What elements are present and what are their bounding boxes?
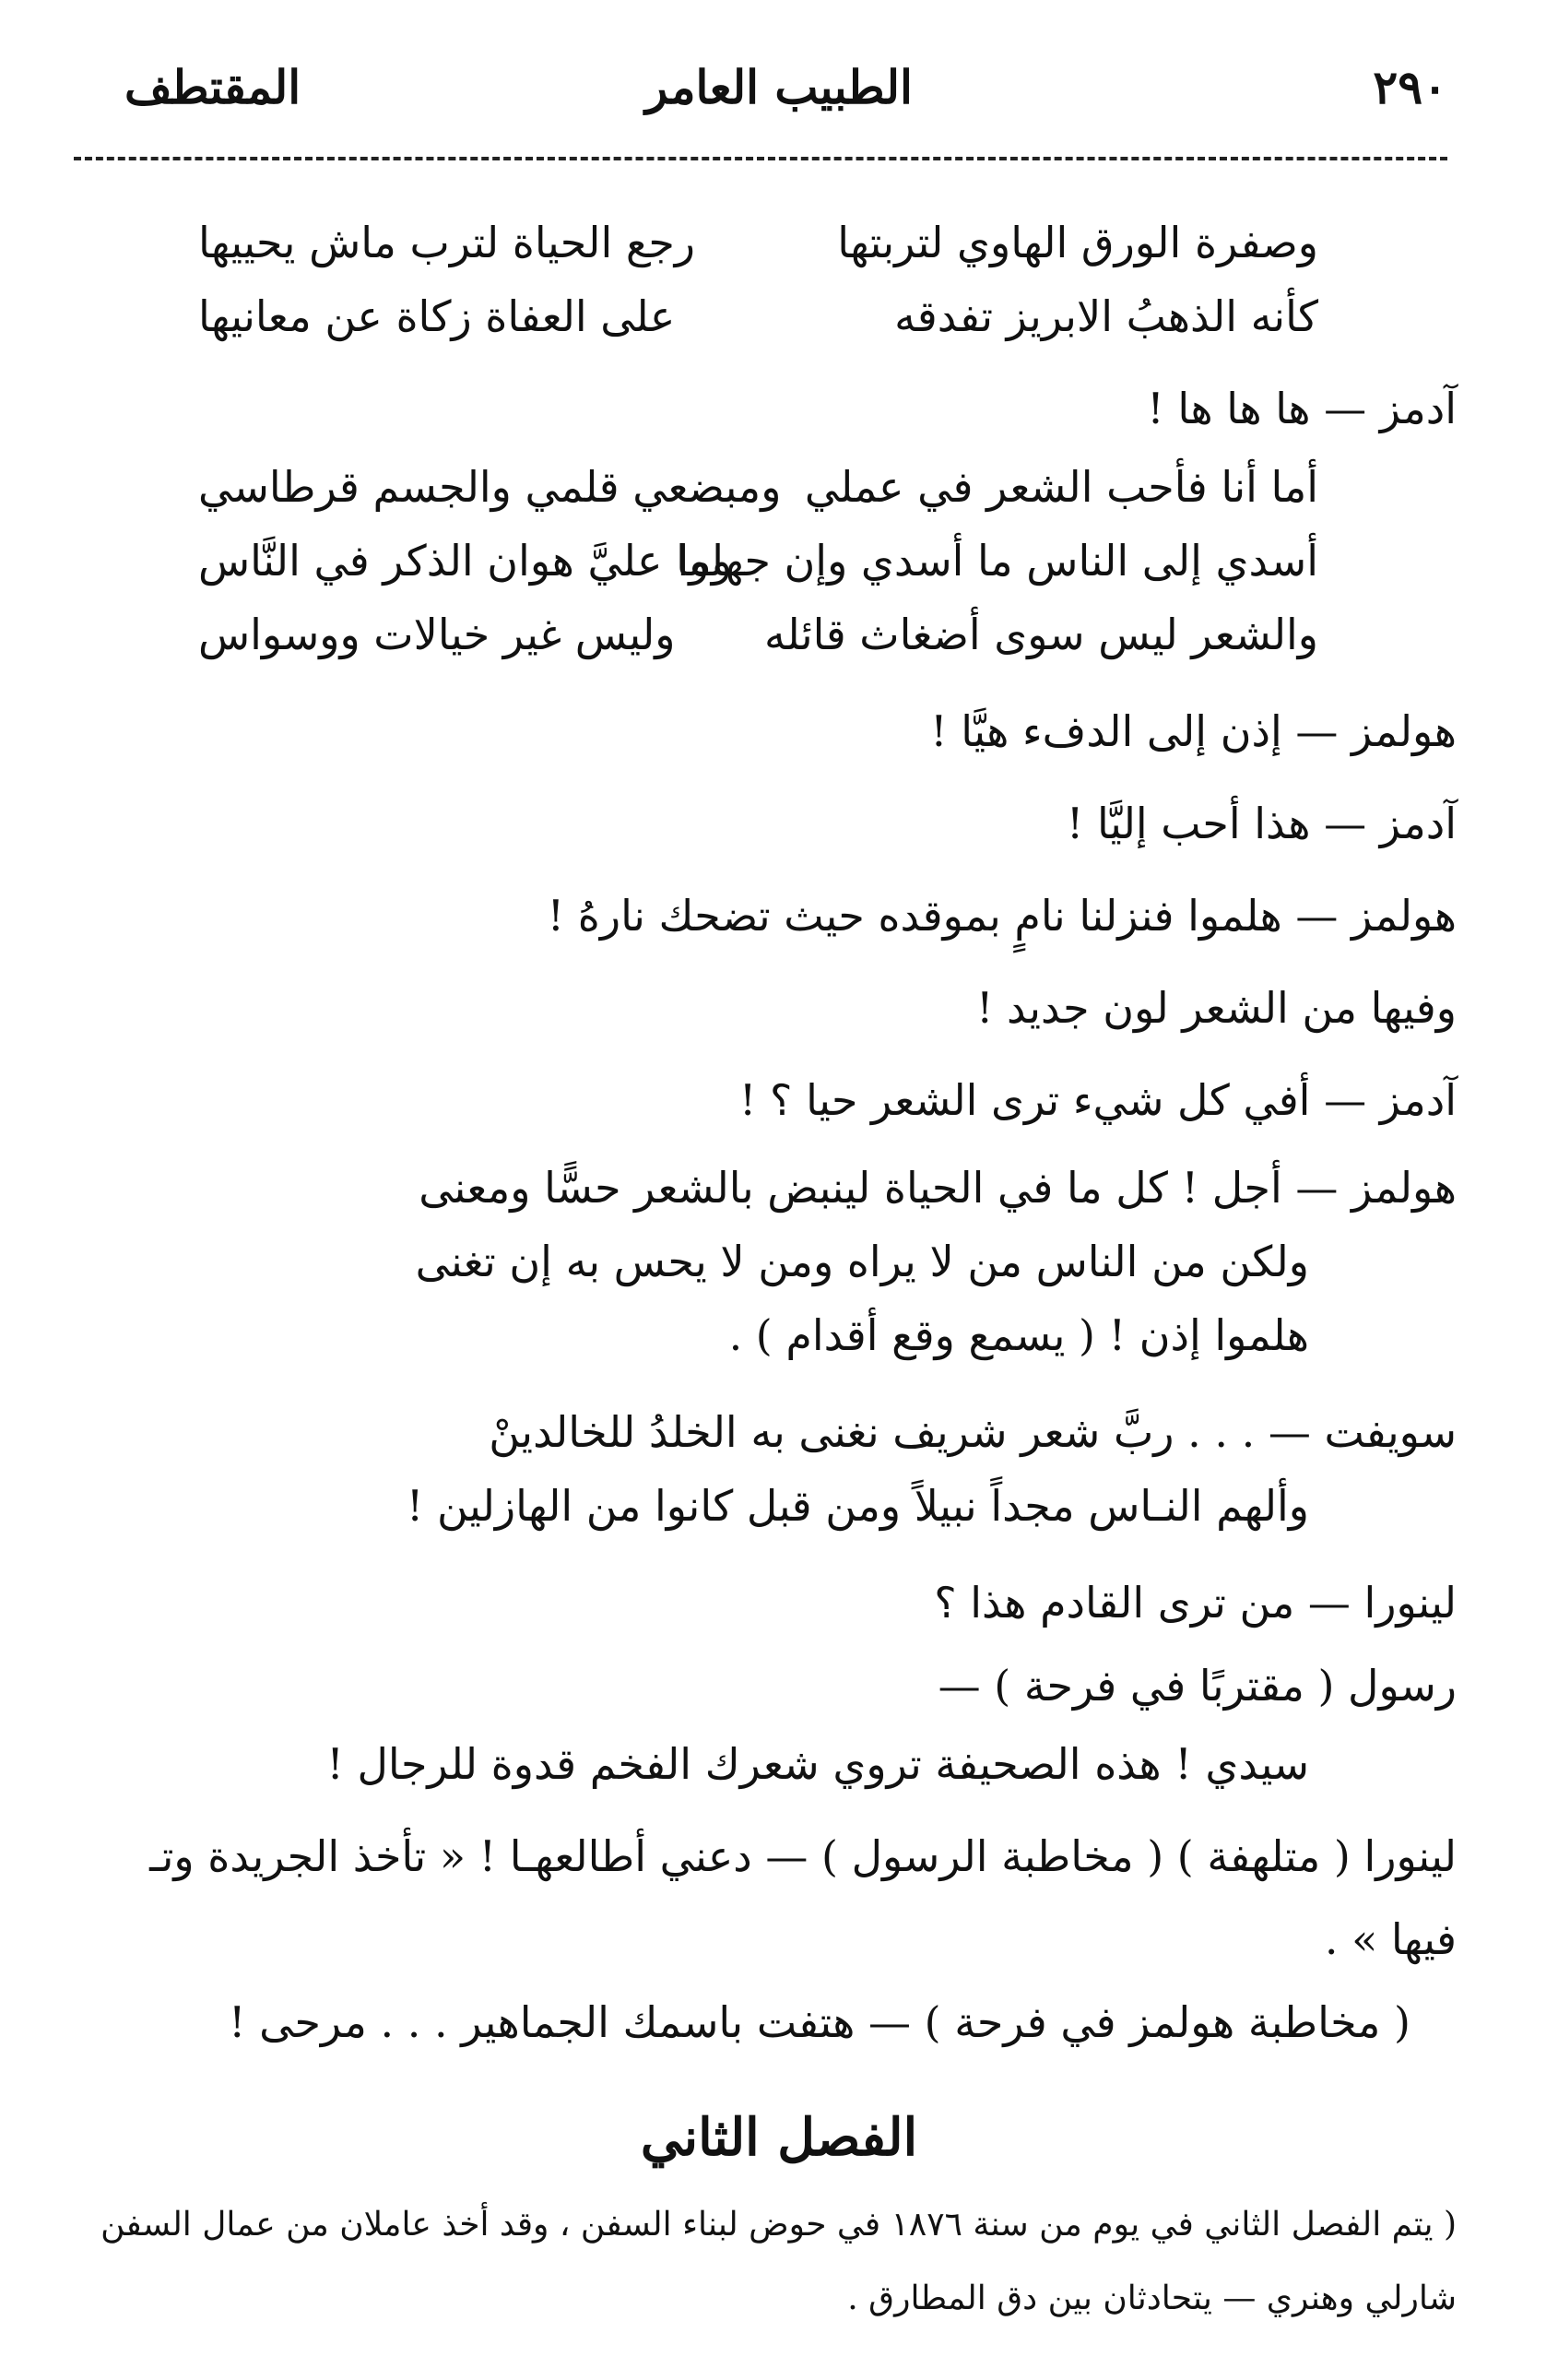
section-heading: الفصل الثاني bbox=[640, 2107, 918, 2168]
verse-hemistich: وليس غير خيالات ووسواس bbox=[198, 610, 676, 659]
dialogue-line: هولمز — هلموا فنزلنا نامٍ بموقده حيث تضحك نارهُ ! bbox=[547, 891, 1457, 941]
dialogue-line: لينورا — من ترى القادم هذا ؟ bbox=[934, 1578, 1457, 1628]
dialogue-line: وألهم النـاس مجداً نبيلاً ومن قبل كانوا من الهازلين ! bbox=[406, 1481, 1309, 1531]
dialogue-line: لينورا ( متلهفة ) ( مخاطبة الرسول ) — دعني أطالعهـا ! « تأخذ الجريدة وتـ bbox=[149, 1831, 1457, 1881]
dialogue-line: هولمز — أجل ! كل ما في الحياة لينبض بالشعر حسًّا ومعنى bbox=[419, 1163, 1457, 1213]
verse-hemistich: والشعر ليس سوى أضغاث قائله bbox=[763, 610, 1318, 659]
dialogue-line: آدمز — أفي كل شيء ترى الشعر حيا ؟ ! bbox=[738, 1075, 1457, 1125]
verse-hemistich: ومبضعي قلمي والجسم قرطاسي bbox=[198, 462, 782, 512]
journal-name: المقتطف bbox=[124, 60, 301, 114]
verse-hemistich: وصفرة الورق الهاوي لتربتها bbox=[837, 218, 1318, 267]
stage-direction: ( يتم الفصل الثاني في يوم من سنة ١٨٧٦ في حوض لبناء السفن ، وقد أخذ عاملان من عمال السفن bbox=[100, 2206, 1457, 2244]
verse-hemistich: رجع الحياة لترب ماش يحييها bbox=[198, 218, 695, 267]
dialogue-line: وفيها من الشعر لون جديد ! bbox=[975, 983, 1457, 1033]
page-number: ٢٩٠ bbox=[1373, 60, 1447, 114]
dialogue-line: سويفت — . . . ربَّ شعر شريف نغنى به الخلدُ للخالدينْ bbox=[489, 1407, 1457, 1457]
verse-hemistich: أسدي إلى الناس ما أسدي وإن جهلوا bbox=[677, 536, 1318, 586]
verse-hemistich: كأنه الذهبُ الابريز تفدقه bbox=[894, 291, 1318, 341]
dialogue-line: آدمز — ها ها ها ! bbox=[1147, 384, 1457, 433]
running-title: الطبيب العامر bbox=[645, 60, 913, 114]
dialogue-line: آدمز — هذا أحب إليَّا ! bbox=[1066, 799, 1457, 848]
verse-hemistich: وما عليَّ هوان الذكر في النَّاس bbox=[198, 536, 732, 586]
dialogue-line: هولمز — إذن إلى الدفء هيَّا ! bbox=[930, 706, 1457, 756]
verse-hemistich: على العفاة زكاة عن معانيها bbox=[198, 291, 676, 341]
dialogue-line: فيها » . bbox=[1324, 1914, 1457, 1964]
dialogue-line: رسول ( مقتربًا في فرحة ) — bbox=[938, 1661, 1457, 1711]
dialogue-line: سيدي ! هذه الصحيفة تروي شعرك الفخم قدوة للرجال ! bbox=[326, 1739, 1309, 1789]
dialogue-line: هلموا إذن ! ( يسمع وقع أقدام ) . bbox=[728, 1310, 1309, 1360]
dialogue-line: ( مخاطبة هولمز في فرحة ) — هتفت باسمك الجماهير . . . مرحى ! bbox=[229, 1997, 1410, 2047]
header-rule bbox=[74, 157, 1447, 160]
dialogue-line: ولكن من الناس من لا يراه ومن لا يحس به إن تغنى bbox=[415, 1237, 1309, 1286]
stage-direction: شارلي وهنري — يتحادثان بين دق المطارق . bbox=[847, 2279, 1457, 2317]
verse-hemistich: أما أنا فأحب الشعر في عملي bbox=[804, 462, 1318, 512]
